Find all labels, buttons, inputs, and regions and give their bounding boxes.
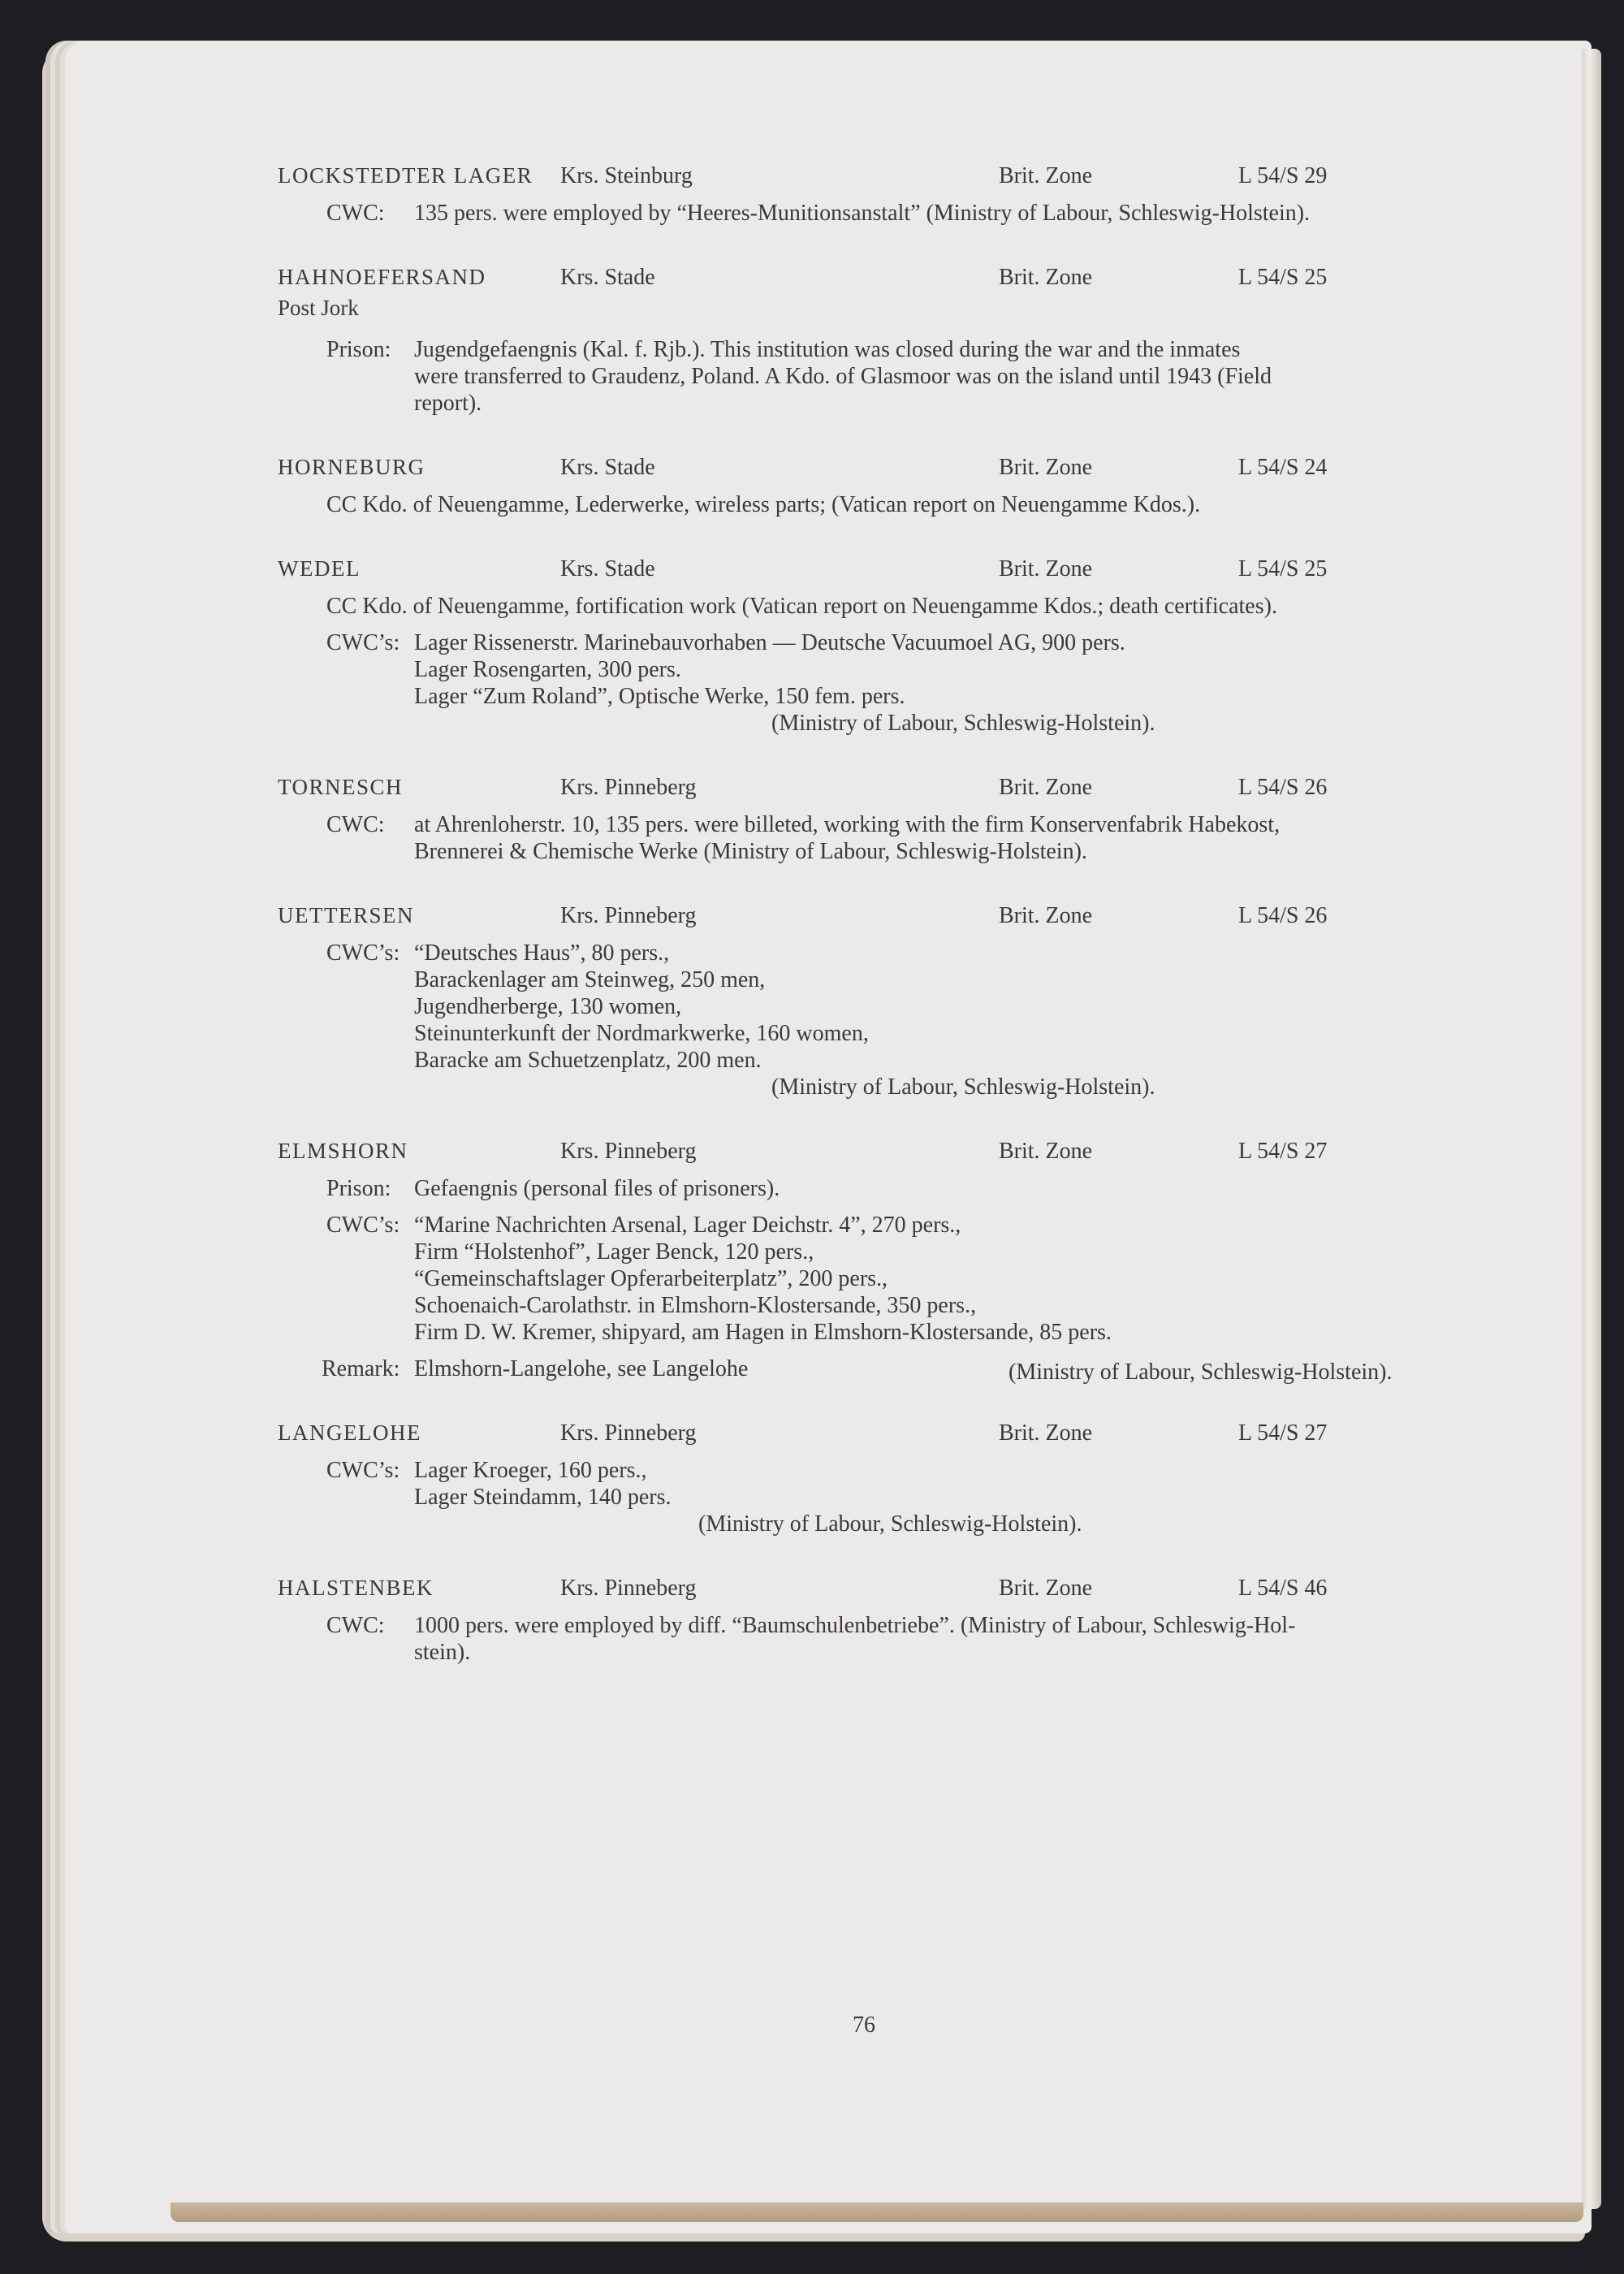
map-reference: L 54/S 26: [1238, 903, 1328, 928]
text-line: were transferred to Graudenz, Poland. A Kdo. of Glasmoor was on the island until 1943 (Field: [414, 364, 1272, 389]
zone: Brit. Zone: [999, 1576, 1093, 1601]
text-line: Lager “Zum Roland”, Optische Werke, 150 fem. pers.: [414, 684, 905, 709]
entry-heading: [268, 1420, 1502, 1447]
text-line: Barackenlager am Steinweg, 250 men,: [414, 967, 766, 992]
entry-detail: [268, 1212, 1502, 1346]
entry-detail: [268, 1457, 1502, 1537]
place-name: UETTERSEN: [278, 903, 414, 927]
map-reference: L 54/S 29: [1238, 163, 1328, 188]
post-office: Post Jork: [278, 296, 359, 320]
text-line: Firm “Holstenhof”, Lager Benck, 120 pers.,: [414, 1239, 814, 1265]
entry-detail: [268, 940, 1502, 1100]
entry-detail: [268, 200, 1502, 227]
page-number: 76: [853, 2012, 875, 2038]
detail-text: [414, 1612, 1502, 1666]
map-reference: L 54/S 25: [1238, 265, 1328, 290]
facing-page-edge: [1582, 49, 1601, 2209]
detail-text: [268, 593, 1502, 620]
place-name: HALSTENBEK: [278, 1576, 434, 1600]
text-line: Lager Rissenerstr. Marinebauvorhaben — Deutsche Vacuumoel AG, 900 pers.: [414, 630, 1125, 655]
entry-detail: [268, 593, 1502, 620]
entry-heading: [268, 1575, 1502, 1602]
district: Krs. Stade: [560, 556, 655, 581]
district: Krs. Pinneberg: [560, 1139, 697, 1164]
text-line: 1000 pers. were employed by diff. “Baumschulenbetriebe”. (Ministry of Labour, Schleswig-Hol-: [414, 1613, 1296, 1638]
detail-label: CWC:: [326, 812, 385, 837]
place-name: HAHNOEFERSAND: [278, 265, 486, 289]
text-line: Lager Steindamm, 140 pers.: [414, 1485, 672, 1510]
entry-detail: [268, 629, 1502, 737]
district: Krs. Stade: [560, 455, 655, 480]
map-reference: L 54/S 27: [1238, 1139, 1328, 1164]
page-content: [268, 162, 1502, 1703]
detail-text: [414, 1457, 1502, 1537]
zone: Brit. Zone: [999, 455, 1093, 480]
text-line: at Ahrenloherstr. 10, 135 pers. were billeted, working with the firm Konservenfabrik Habekost,: [414, 812, 1281, 837]
detail-label: CWC’s:: [326, 1213, 400, 1238]
remark: [268, 1355, 1502, 1385]
directory-entry: [268, 162, 1502, 227]
entry-detail: [268, 811, 1502, 865]
zone: Brit. Zone: [999, 265, 1093, 290]
detail-label: CWC:: [326, 1613, 385, 1638]
text-line: CC Kdo. of Neuengamme, fortification work (Vatican report on Neuengamme Kdos.; death certificates).: [326, 594, 1277, 619]
zone: Brit. Zone: [999, 163, 1093, 188]
place-name: TORNESCH: [278, 775, 404, 799]
zone: Brit. Zone: [999, 1139, 1093, 1164]
map-reference: L 54/S 46: [1238, 1576, 1328, 1601]
detail-label: CWC’s:: [326, 940, 400, 966]
zone: Brit. Zone: [999, 775, 1093, 800]
page-bottom-edge: [171, 2203, 1583, 2222]
detail-text: [414, 1175, 1502, 1202]
text-line: CC Kdo. of Neuengamme, Lederwerke, wireless parts; (Vatican report on Neuengamme Kdos.).: [326, 492, 1201, 517]
map-reference: L 54/S 25: [1238, 556, 1328, 581]
detail-text: [414, 336, 1502, 417]
text-line: Schoenaich-Carolathstr. in Elmshorn-Klostersande, 350 pers.,: [414, 1293, 977, 1318]
text-line: report).: [414, 391, 482, 416]
entry-heading: [268, 162, 1502, 190]
entry-heading: [268, 902, 1502, 930]
source-citation: (Ministry of Labour, Schleswig-Holstein).: [771, 1074, 1155, 1100]
district: Krs. Pinneberg: [560, 1576, 697, 1601]
detail-text: [414, 629, 1502, 737]
map-reference: L 54/S 24: [1238, 455, 1328, 480]
text-line: Brennerei & Chemische Werke (Ministry of Labour, Schleswig-Holstein).: [414, 839, 1087, 864]
text-line: Baracke am Schuetzenplatz, 200 men.: [414, 1048, 762, 1073]
detail-text: [414, 200, 1502, 227]
detail-text: [268, 491, 1502, 518]
detail-text: [414, 811, 1502, 865]
directory-entry: [268, 902, 1502, 1100]
entry-detail: [268, 1612, 1502, 1666]
text-line: “Marine Nachrichten Arsenal, Lager Deichstr. 4”, 270 pers.,: [414, 1213, 961, 1238]
detail-label: Prison:: [326, 337, 391, 362]
map-reference: L 54/S 27: [1238, 1420, 1328, 1446]
zone: Brit. Zone: [999, 556, 1093, 581]
zone: Brit. Zone: [999, 903, 1093, 928]
district: Krs. Stade: [560, 265, 655, 290]
place-name: LANGELOHE: [278, 1420, 421, 1445]
remark-text: Elmshorn-Langelohe, see Langelohe: [414, 1356, 749, 1381]
text-line: Lager Rosengarten, 300 pers.: [414, 657, 681, 682]
entry-heading: [268, 454, 1502, 482]
zone: Brit. Zone: [999, 1420, 1093, 1446]
entry-detail: [268, 336, 1502, 417]
district: Krs. Steinburg: [560, 163, 693, 188]
entry-heading: [268, 774, 1502, 802]
text-line: 135 pers. were employed by “Heeres-Munitionsanstalt” (Ministry of Labour, Schleswig-Holstein).: [414, 201, 1311, 226]
directory-entry: [268, 454, 1502, 518]
source-citation: (Ministry of Labour, Schleswig-Holstein).: [1009, 1360, 1393, 1385]
text-line: stein).: [414, 1640, 471, 1665]
text-line: Firm D. W. Kremer, shipyard, am Hagen in Elmshorn-Klostersande, 85 pers.: [414, 1320, 1112, 1345]
detail-text: [414, 940, 1502, 1100]
place-name: LOCKSTEDTER LAGER: [278, 163, 533, 188]
text-line: Lager Kroeger, 160 pers.,: [414, 1458, 647, 1483]
entry-heading: [268, 556, 1502, 583]
detail-label: CWC’s:: [326, 630, 400, 655]
district: Krs. Pinneberg: [560, 903, 697, 928]
entry-heading: [268, 264, 1502, 292]
entry-detail: [268, 1175, 1502, 1202]
source-citation: (Ministry of Labour, Schleswig-Holstein).: [698, 1511, 1082, 1537]
detail-label: CWC’s:: [326, 1458, 400, 1483]
text-line: Jugendherberge, 130 women,: [414, 994, 682, 1019]
text-line: “Gemeinschaftslager Opferarbeiterplatz”, 200 pers.,: [414, 1266, 888, 1291]
district: Krs. Pinneberg: [560, 1420, 697, 1446]
entry-heading: [268, 1138, 1502, 1165]
place-name: WEDEL: [278, 556, 361, 581]
place-name: HORNEBURG: [278, 455, 425, 479]
place-name: ELMSHORN: [278, 1139, 408, 1163]
entry-detail: [268, 491, 1502, 518]
text-line: Jugendgefaengnis (Kal. f. Rjb.). This institution was closed during the war and the inmates: [414, 337, 1241, 362]
text-line: Steinunterkunft der Nordmarkwerke, 160 women,: [414, 1021, 869, 1046]
directory-entry: [268, 1420, 1502, 1537]
remark-label: Remark:: [322, 1356, 400, 1381]
directory-entry: [268, 1575, 1502, 1666]
text-line: “Deutsches Haus”, 80 pers.,: [414, 940, 670, 966]
detail-text: [414, 1212, 1502, 1346]
text-line: Gefaengnis (personal files of prisoners).: [414, 1176, 780, 1201]
map-reference: L 54/S 26: [1238, 775, 1328, 800]
directory-entry: [268, 774, 1502, 865]
directory-entry: [268, 264, 1502, 417]
source-citation: (Ministry of Labour, Schleswig-Holstein).: [771, 711, 1155, 736]
detail-label: CWC:: [326, 201, 385, 226]
directory-entry: [268, 556, 1502, 737]
district: Krs. Pinneberg: [560, 775, 697, 800]
detail-label: Prison:: [326, 1176, 391, 1201]
directory-entry: [268, 1138, 1502, 1385]
